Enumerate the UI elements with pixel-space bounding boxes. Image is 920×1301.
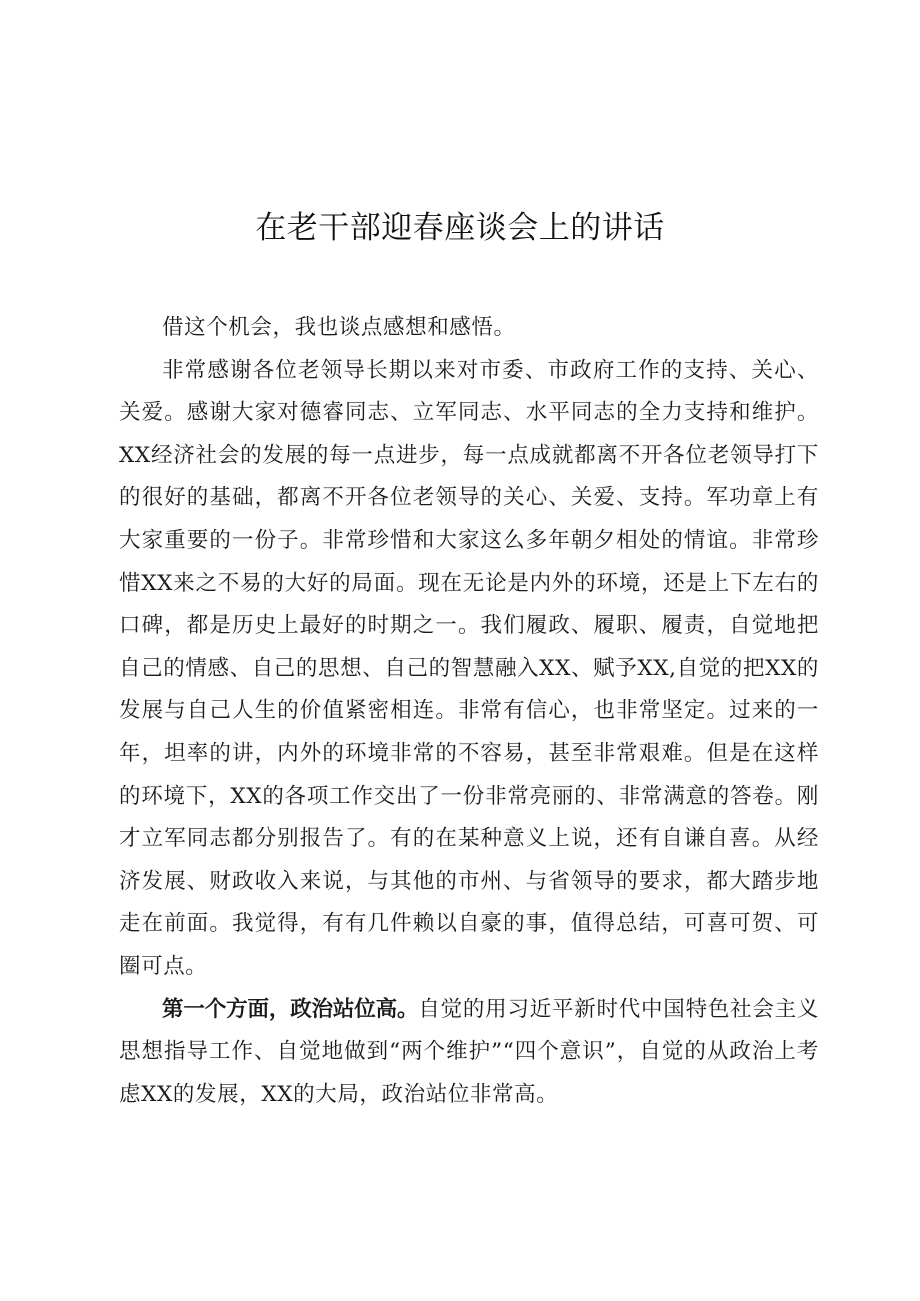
paragraph-heading: 第一个方面，政治站位高。: [162, 996, 419, 1022]
paragraph-opening: [119, 307, 819, 350]
paragraph-thanks: [119, 350, 819, 989]
paragraph-text: 自觉的用习近平新时代中国特色社会主义思想指导工作、自觉地做到“两个维护”“四个意识”，自觉的从政治上考虑XX的发展，XX的大局，政治站位非常高。: [119, 996, 819, 1107]
paragraph-first-aspect: [119, 989, 819, 1117]
paragraph-text: 借这个机会，我也谈点感想和感悟。: [162, 315, 516, 340]
document-title: 在老干部迎春座谈会上的讲话: [255, 210, 665, 246]
document-body: [119, 307, 819, 1116]
paragraph-text: 非常感谢各位老领导长期以来对市委、市政府工作的支持、关心、关爱。感谢大家对德睿同志、立军同志、水平同志的全力支持和维护。XX经济社会的发展的每一点进步，每一点成就都离不开各位老领导打下的很好的基础，都离不开各位老领导的关心、关爱、支持。军功章上有大家重要的一份子。非常珍惜和大家这么多年朝夕相处的情谊。非常珍惜XX来之不易的大好的局面。现在无论是内外的环境，还是上下左右的口碑，都是历史上最好的时期之一。我们履政、履职、履责，自觉地把自己的情感、自己的思想、自己的智慧融入XX、赋予XX,自觉的把XX的发展与自己人生的价值紧密相连。非常有信心，也非常坚定。过来的一年，坦率的讲，内外的环境非常的不容易，甚至非常艰难。但是在这样的环境下，XX的各项工作交出了一份非常亮丽的、非常满意的答卷。刚才立军同志都分别报告了。有的在某种意义上说，还有自谦自喜。从经济发展、财政收入来说，与其他的市州、与省领导的要求，都大踏步地走在前面。我觉得，有有几件赖以自豪的事，值得总结，可喜可贺、可圈可点。: [119, 357, 819, 979]
